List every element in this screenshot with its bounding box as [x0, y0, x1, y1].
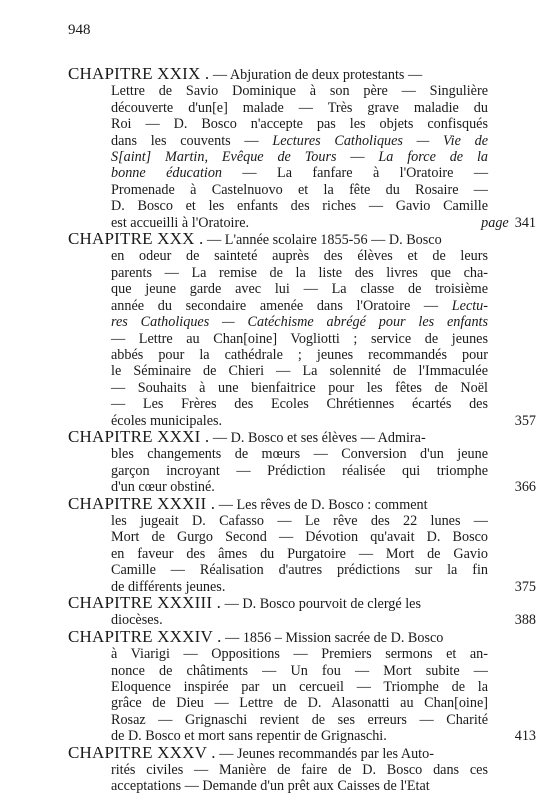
entry-line: — Abjuration de deux protestants — [209, 67, 423, 83]
entry-line: d'un cœur obstiné. [111, 479, 215, 496]
entry-line: — Souhaits à une bienfaitrice pour les fêtes de Noël [111, 379, 488, 396]
page-reference [515, 579, 536, 595]
entry-line: écoles municipales. [111, 412, 223, 429]
entry-line: Roi — D. Bosco n'accepte pas les objets confisqués [111, 116, 488, 133]
toc-entry [68, 493, 536, 595]
entry-line: acceptations — Demande d'un prêt aux Caisses de l'Etat [111, 778, 430, 795]
table-of-contents [68, 64, 536, 795]
page-reference [515, 728, 536, 744]
page-word: page [481, 214, 509, 231]
page-number: 948 [68, 22, 91, 38]
entry-line: Rosaz — Grignaschi revient de ses erreurs — Charité [111, 711, 488, 728]
page-value: 413 [514, 728, 536, 745]
entry-line: Eloquence inspirée par un cercueil — Triomphe de la [111, 679, 488, 696]
page-reference [481, 215, 536, 231]
entry-line: — Les Frères des Ecoles Chrétiennes écartés des [111, 396, 488, 413]
chapter-heading: CHAPITRE XXXV . [68, 742, 216, 762]
toc-entry [68, 626, 536, 745]
chapter-heading: CHAPITRE XXXIV . [68, 626, 222, 646]
entry-line: — D. Bosco et ses élèves — Admira- [209, 429, 426, 446]
entry-line: nonce de châtiments — Un fou — Mort subite — [111, 662, 488, 679]
entry-line: le Séminaire de Chieri — La solennité de l'Immaculée [111, 363, 488, 380]
toc-entry [68, 593, 536, 629]
entry-line: — Les rêves de D. Bosco : comment [215, 496, 428, 513]
entry-line: diocèses. [111, 612, 163, 629]
toc-entry [68, 229, 536, 429]
chapter-heading: CHAPITRE XXXI . [68, 426, 210, 446]
entry-line: res Catholiques — Catéchisme abrégé pour les enfants [111, 314, 488, 331]
page-value: 388 [514, 612, 536, 629]
entry-line: rités civiles — Manière de faire de D. Bosco dans ces [111, 762, 488, 779]
entry-line: année du secondaire amenée dans l'Oratoire — Lectu- [111, 297, 488, 314]
entry-line: — L'année scolaire 1855-56 — D. Bosco [203, 232, 442, 249]
entry-line: en faveur des âmes du Purgatoire — Mort de Gavio [111, 545, 488, 562]
chapter-heading: CHAPITRE XXX . [68, 229, 204, 249]
entry-line: parents — La remise de la liste des livres que cha- [111, 264, 488, 281]
page-value: 366 [514, 479, 536, 496]
entry-line: de D. Bosco et mort sans repentir de Grignaschi. [111, 728, 387, 745]
entry-line: S[aint] Martin, Evêque de Tours — La force de la [111, 149, 488, 166]
entry-line: les jugeait D. Cafasso — Le rêve des 22 lunes — [111, 512, 488, 529]
entry-line: abbés pour la cathédrale ; jeunes recommandés pour [111, 346, 488, 363]
entry-line: Mort de Gurgo Second — Dévotion qu'avait D. Bosco [111, 529, 488, 546]
entry-line: Camille — Réalisation d'autres prédictions sur la fin [111, 562, 488, 579]
entry-line: D. Bosco et les enfants des riches — Gavio Camille [111, 198, 488, 215]
toc-entry [68, 64, 536, 231]
entry-line: est accueilli à l'Oratoire. [111, 214, 250, 231]
page-value: 341 [514, 214, 536, 231]
entry-line: grâce de Dieu — Lettre de D. Alasonatti au Chan[oine] [111, 695, 488, 712]
entry-line: garçon incroyant — Prédiction réalisée qui triomphe [111, 462, 488, 479]
entry-line: de différents jeunes. [111, 578, 226, 595]
page-reference [515, 413, 536, 429]
entry-line: à Viarigi — Oppositions — Premiers sermons et an- [111, 646, 488, 663]
page-value: 357 [514, 412, 536, 429]
toc-entry [68, 426, 536, 496]
entry-line: dans les couvents — Lectures Catholiques — Vie de [111, 132, 488, 149]
entry-line: — Jeunes recommandés par les Auto- [215, 745, 434, 762]
entry-line: — D. Bosco pourvoit de clergé les [221, 596, 421, 612]
entry-line: bles changements de mœurs — Conversion d'un jeune [111, 446, 488, 463]
page-value: 375 [514, 578, 536, 595]
entry-line: — Lettre au Chan[oine] Vogliotti ; service de jeunes [111, 330, 488, 347]
chapter-heading: CHAPITRE XXXIII . [68, 593, 222, 612]
entry-line: Promenade à Castelnuovo et la fête du Rosaire — [111, 181, 488, 198]
entry-line: découverte d'un[e] malade — Très grave maladie du [111, 99, 488, 116]
entry-line: bonne éducation — La fanfare à l'Oratoire — [111, 165, 489, 182]
chapter-heading: CHAPITRE XXIX . [68, 64, 210, 83]
chapter-heading: CHAPITRE XXXII . [68, 493, 216, 513]
entry-line: que jeune garde avec lui — La classe de troisième [111, 281, 488, 298]
page-reference [515, 612, 536, 628]
page-reference [515, 479, 536, 495]
toc-entry [68, 742, 488, 795]
entry-line: en odeur de sainteté auprès des élèves et de leurs [111, 248, 488, 265]
entry-line: Lettre de Savio Dominique à son père — Singulière [111, 83, 488, 100]
entry-line: — 1856 – Mission sacrée de D. Bosco [221, 629, 444, 646]
